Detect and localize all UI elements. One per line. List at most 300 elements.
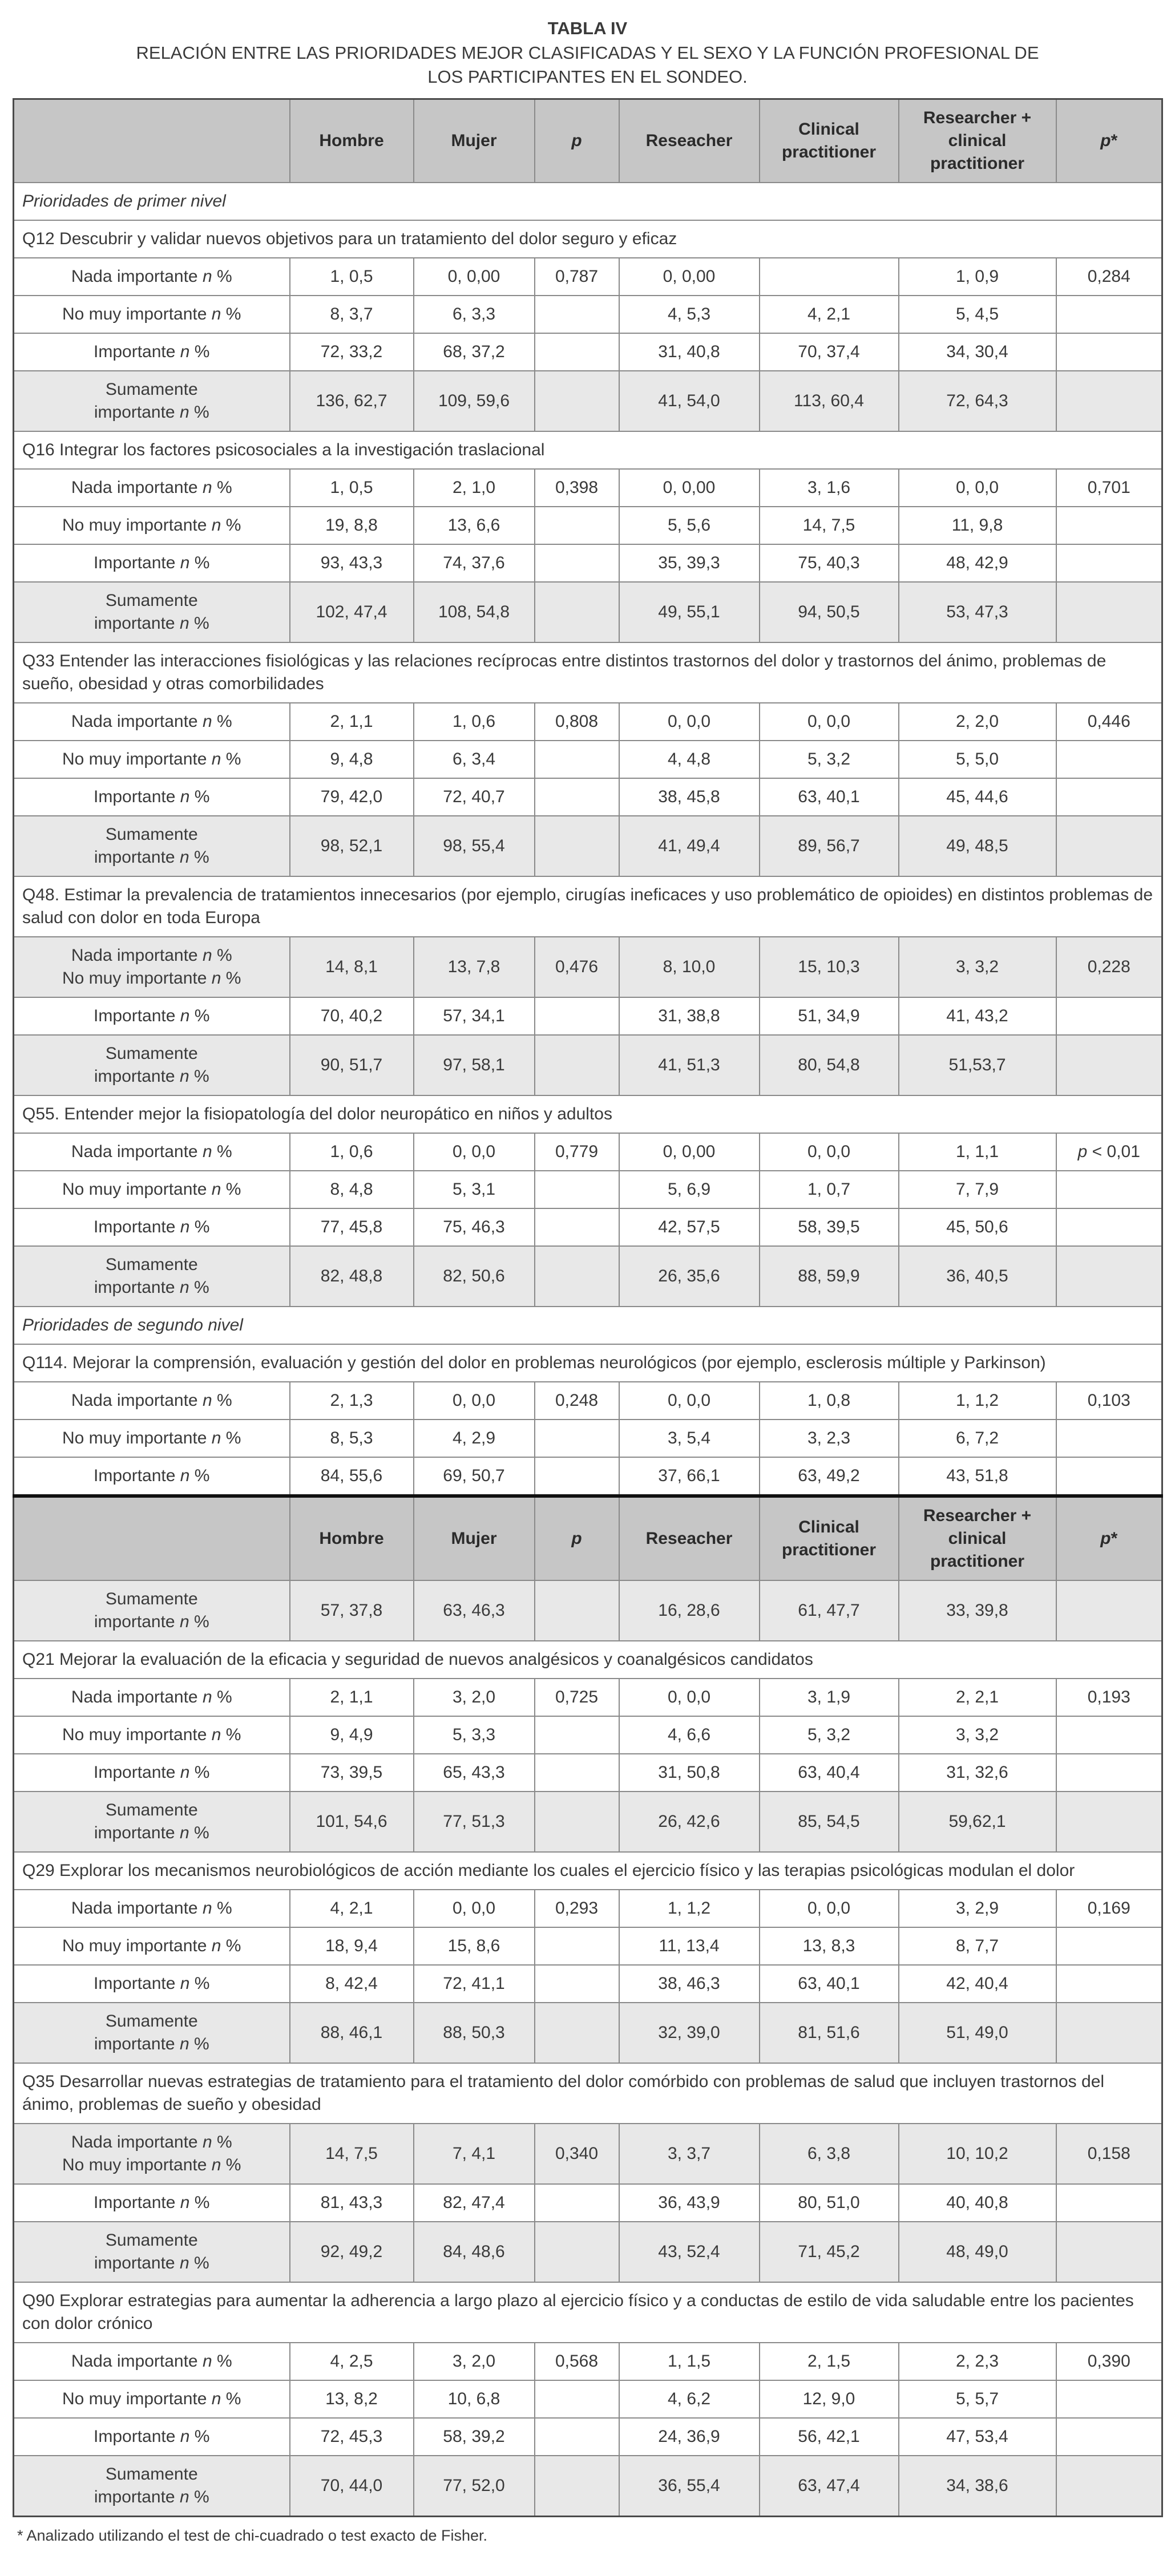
col-header-empty — [14, 99, 290, 183]
data-row — [14, 296, 1162, 333]
question-row — [14, 2063, 1162, 2124]
value-cell: 88, 50,3 — [414, 2003, 535, 2063]
value-cell: 0, 0,0 — [619, 1382, 760, 1420]
data-row — [14, 937, 1162, 997]
question-row — [14, 2282, 1162, 2343]
repeated-header-row — [14, 1496, 1162, 1580]
value-cell — [535, 1246, 619, 1307]
value-cell: 8, 5,3 — [290, 1420, 414, 1457]
value-cell: 26, 42,6 — [619, 1792, 760, 1852]
data-row — [14, 1580, 1162, 1641]
question-row — [14, 642, 1162, 703]
row-label: Sumamente importante n % — [14, 1792, 290, 1852]
value-cell — [1056, 1580, 1162, 1641]
question-row — [14, 1344, 1162, 1382]
value-cell: 24, 36,9 — [619, 2418, 760, 2456]
value-cell: 71, 45,2 — [760, 2222, 899, 2282]
value-cell: 98, 52,1 — [290, 816, 414, 876]
value-cell: 1, 1,5 — [619, 2343, 760, 2380]
value-cell — [535, 544, 619, 582]
row-label: Nada importante n % No muy importante n % — [14, 937, 290, 997]
value-cell: 3, 3,2 — [899, 1716, 1056, 1754]
row-label: Sumamente importante n % — [14, 2222, 290, 2282]
value-cell — [535, 2418, 619, 2456]
value-cell: 51, 49,0 — [899, 2003, 1056, 2063]
value-cell — [535, 2222, 619, 2282]
col-header-mujer: Mujer — [414, 1496, 535, 1580]
row-label: No muy importante n % — [14, 507, 290, 544]
value-cell: 2, 1,0 — [414, 469, 535, 507]
value-cell: 0,568 — [535, 2343, 619, 2380]
value-cell: 43, 52,4 — [619, 2222, 760, 2282]
value-cell: 85, 54,5 — [760, 1792, 899, 1852]
value-cell: 0, 0,00 — [619, 469, 760, 507]
row-label: Importante n % — [14, 544, 290, 582]
value-cell: 13, 7,8 — [414, 937, 535, 997]
row-label: No muy importante n % — [14, 1420, 290, 1457]
data-row — [14, 778, 1162, 816]
value-cell: 32, 39,0 — [619, 2003, 760, 2063]
value-cell: 82, 50,6 — [414, 1246, 535, 1307]
value-cell: 49, 55,1 — [619, 582, 760, 642]
value-cell: 8, 42,4 — [290, 1965, 414, 2003]
value-cell: 68, 37,2 — [414, 333, 535, 371]
col-header-reseacher: Reseacher — [619, 99, 760, 183]
row-label: Nada importante n % — [14, 1679, 290, 1716]
value-cell: 80, 54,8 — [760, 1035, 899, 1095]
value-cell — [535, 1035, 619, 1095]
value-cell: 77, 45,8 — [290, 1208, 414, 1246]
value-cell: 1, 0,5 — [290, 469, 414, 507]
row-label: Nada importante n % No muy importante n % — [14, 2124, 290, 2184]
value-cell: 70, 40,2 — [290, 997, 414, 1035]
value-cell: 41, 54,0 — [619, 371, 760, 431]
col-header-clinical-practitioner: Clinical practitioner — [760, 1496, 899, 1580]
data-row — [14, 2343, 1162, 2380]
value-cell: 37, 66,1 — [619, 1457, 760, 1496]
row-label: Importante n % — [14, 1965, 290, 2003]
value-cell — [1056, 1792, 1162, 1852]
data-row — [14, 1208, 1162, 1246]
data-row — [14, 1965, 1162, 2003]
value-cell — [535, 997, 619, 1035]
value-cell: 0,446 — [1056, 703, 1162, 741]
value-cell: 0,808 — [535, 703, 619, 741]
value-cell — [535, 1580, 619, 1641]
value-cell: 2, 1,1 — [290, 703, 414, 741]
value-cell: 8, 7,7 — [899, 1927, 1056, 1965]
value-cell: 35, 39,3 — [619, 544, 760, 582]
value-cell — [1056, 2222, 1162, 2282]
value-cell: 74, 37,6 — [414, 544, 535, 582]
row-label: Importante n % — [14, 333, 290, 371]
value-cell: 0, 0,0 — [414, 1382, 535, 1420]
value-cell: 1, 1,1 — [899, 1133, 1056, 1171]
row-label: Importante n % — [14, 2184, 290, 2222]
row-label: Importante n % — [14, 1754, 290, 1792]
value-cell: 81, 51,6 — [760, 2003, 899, 2063]
row-label: Nada importante n % — [14, 1890, 290, 1927]
value-cell: 3, 3,7 — [619, 2124, 760, 2184]
value-cell: 63, 46,3 — [414, 1580, 535, 1641]
value-cell: 3, 3,2 — [899, 937, 1056, 997]
value-cell: 10, 6,8 — [414, 2380, 535, 2418]
value-cell: 72, 64,3 — [899, 371, 1056, 431]
value-cell: 0, 0,0 — [899, 469, 1056, 507]
data-row — [14, 2380, 1162, 2418]
value-cell: 15, 8,6 — [414, 1927, 535, 1965]
value-cell: 61, 47,7 — [760, 1580, 899, 1641]
value-cell: 6, 3,3 — [414, 296, 535, 333]
value-cell — [535, 1420, 619, 1457]
value-cell: 4, 2,5 — [290, 2343, 414, 2380]
row-label: No muy importante n % — [14, 1927, 290, 1965]
value-cell: 53, 47,3 — [899, 582, 1056, 642]
data-row — [14, 582, 1162, 642]
value-cell: 84, 55,6 — [290, 1457, 414, 1496]
value-cell: 7, 4,1 — [414, 2124, 535, 2184]
value-cell: 5, 4,5 — [899, 296, 1056, 333]
value-cell — [535, 1208, 619, 1246]
value-cell: 13, 8,2 — [290, 2380, 414, 2418]
value-cell: 9, 4,9 — [290, 1716, 414, 1754]
value-cell: 9, 4,8 — [290, 741, 414, 778]
value-cell: 5, 5,0 — [899, 741, 1056, 778]
value-cell: 84, 48,6 — [414, 2222, 535, 2282]
data-row — [14, 1420, 1162, 1457]
value-cell: 0, 0,0 — [760, 1890, 899, 1927]
value-cell — [1056, 1754, 1162, 1792]
value-cell: 77, 51,3 — [414, 1792, 535, 1852]
value-cell: 47, 53,4 — [899, 2418, 1056, 2456]
value-cell: 0, 0,00 — [619, 1133, 760, 1171]
value-cell — [1056, 816, 1162, 876]
value-cell: 5, 5,7 — [899, 2380, 1056, 2418]
value-cell: 4, 2,9 — [414, 1420, 535, 1457]
data-row — [14, 2456, 1162, 2517]
data-row — [14, 816, 1162, 876]
value-cell: 26, 35,6 — [619, 1246, 760, 1307]
question-text: Q35 Desarrollar nuevas estrategias de tratamiento para el tratamiento del dolor comórbido con problemas de salud que incluyen trastornos del ánimo, problemas de sueño y obesidad — [14, 2063, 1162, 2124]
value-cell: 75, 40,3 — [760, 544, 899, 582]
value-cell: 38, 45,8 — [619, 778, 760, 816]
question-row — [14, 220, 1162, 258]
question-text: Q114. Mejorar la comprensión, evaluación y gestión del dolor en problemas neurológicos (por ejemplo, esclerosis múltiple y Parkinson) — [14, 1344, 1162, 1382]
value-cell: 5, 5,6 — [619, 507, 760, 544]
value-cell: 0, 0,00 — [619, 258, 760, 296]
row-label: Sumamente importante n % — [14, 1580, 290, 1641]
value-cell — [1056, 1246, 1162, 1307]
value-cell: 0, 0,0 — [619, 703, 760, 741]
value-cell: 93, 43,3 — [290, 544, 414, 582]
question-row — [14, 431, 1162, 469]
value-cell: 19, 8,8 — [290, 507, 414, 544]
value-cell: 1, 0,7 — [760, 1171, 899, 1208]
value-cell — [1056, 582, 1162, 642]
value-cell: 7, 7,9 — [899, 1171, 1056, 1208]
question-text: Q33 Entender las interacciones fisiológicas y las relaciones recíprocas entre distintos trastornos del dolor y trastornos del ánimo, problemas de sueño, obesidad y otras comorbilidades — [14, 642, 1162, 703]
value-cell: 72, 45,3 — [290, 2418, 414, 2456]
value-cell — [535, 371, 619, 431]
value-cell: 34, 38,6 — [899, 2456, 1056, 2517]
value-cell: 72, 40,7 — [414, 778, 535, 816]
value-cell: 77, 52,0 — [414, 2456, 535, 2517]
question-row — [14, 1641, 1162, 1679]
value-cell: 36, 40,5 — [899, 1246, 1056, 1307]
data-row — [14, 371, 1162, 431]
value-cell: 80, 51,0 — [760, 2184, 899, 2222]
data-row — [14, 1246, 1162, 1307]
value-cell: 81, 43,3 — [290, 2184, 414, 2222]
section-title: Prioridades de segundo nivel — [14, 1307, 1162, 1344]
value-cell — [1056, 1208, 1162, 1246]
value-cell: 69, 50,7 — [414, 1457, 535, 1496]
value-cell: 58, 39,2 — [414, 2418, 535, 2456]
col-header-hombre: Hombre — [290, 1496, 414, 1580]
question-row — [14, 1852, 1162, 1890]
value-cell — [535, 778, 619, 816]
data-row — [14, 1457, 1162, 1496]
value-cell: 2, 2,3 — [899, 2343, 1056, 2380]
data-row — [14, 1927, 1162, 1965]
value-cell: 109, 59,6 — [414, 371, 535, 431]
value-cell: 63, 47,4 — [760, 2456, 899, 2517]
value-cell: 5, 6,9 — [619, 1171, 760, 1208]
value-cell — [535, 1171, 619, 1208]
value-cell: p < 0,01 — [1056, 1133, 1162, 1171]
data-row — [14, 2003, 1162, 2063]
value-cell — [535, 1792, 619, 1852]
row-label: Nada importante n % — [14, 469, 290, 507]
value-cell: 1, 1,2 — [619, 1890, 760, 1927]
value-cell: 31, 38,8 — [619, 997, 760, 1035]
value-cell: 42, 57,5 — [619, 1208, 760, 1246]
value-cell: 0,340 — [535, 2124, 619, 2184]
value-cell: 0,284 — [1056, 258, 1162, 296]
value-cell: 36, 55,4 — [619, 2456, 760, 2517]
value-cell: 41, 43,2 — [899, 997, 1056, 1035]
col-header-p: p — [535, 1496, 619, 1580]
value-cell: 5, 3,1 — [414, 1171, 535, 1208]
table-caption — [13, 16, 1162, 89]
value-cell — [1056, 1035, 1162, 1095]
value-cell: 108, 54,8 — [414, 582, 535, 642]
data-row — [14, 1890, 1162, 1927]
value-cell — [535, 2456, 619, 2517]
value-cell — [1056, 2003, 1162, 2063]
data-row — [14, 2222, 1162, 2282]
value-cell: 13, 8,3 — [760, 1927, 899, 1965]
value-cell: 5, 3,2 — [760, 1716, 899, 1754]
value-cell — [760, 258, 899, 296]
row-label: Sumamente importante n % — [14, 816, 290, 876]
value-cell: 1, 0,8 — [760, 1382, 899, 1420]
data-row — [14, 1035, 1162, 1095]
value-cell: 48, 49,0 — [899, 2222, 1056, 2282]
value-cell — [1056, 997, 1162, 1035]
data-row — [14, 2124, 1162, 2184]
value-cell: 0,228 — [1056, 937, 1162, 997]
data-row — [14, 507, 1162, 544]
value-cell: 0, 0,0 — [760, 1133, 899, 1171]
value-cell: 82, 48,8 — [290, 1246, 414, 1307]
value-cell: 88, 59,9 — [760, 1246, 899, 1307]
value-cell: 42, 40,4 — [899, 1965, 1056, 2003]
row-label: Sumamente importante n % — [14, 371, 290, 431]
question-text: Q55. Entender mejor la fisiopatología del dolor neuropático en niños y adultos — [14, 1095, 1162, 1133]
question-text: Q12 Descubrir y validar nuevos objetivos para un tratamiento del dolor seguro y eficaz — [14, 220, 1162, 258]
value-cell — [1056, 1927, 1162, 1965]
value-cell: 4, 6,6 — [619, 1716, 760, 1754]
value-cell — [1056, 778, 1162, 816]
value-cell: 31, 50,8 — [619, 1754, 760, 1792]
table-title: RELACIÓN ENTRE LAS PRIORIDADES MEJOR CLASIFICADAS Y EL SEXO Y LA FUNCIÓN PROFESIONAL DE LOS PARTICIPANTES EN EL SONDEO. — [136, 43, 1039, 87]
value-cell — [535, 741, 619, 778]
col-header-reseacher: Reseacher — [619, 1496, 760, 1580]
value-cell: 113, 60,4 — [760, 371, 899, 431]
row-label: Sumamente importante n % — [14, 2456, 290, 2517]
value-cell: 48, 42,9 — [899, 544, 1056, 582]
value-cell: 73, 39,5 — [290, 1754, 414, 1792]
value-cell — [535, 1716, 619, 1754]
value-cell: 49, 48,5 — [899, 816, 1056, 876]
data-row — [14, 1792, 1162, 1852]
value-cell: 0,390 — [1056, 2343, 1162, 2380]
data-row — [14, 997, 1162, 1035]
value-cell: 72, 33,2 — [290, 333, 414, 371]
value-cell — [535, 582, 619, 642]
value-cell — [1056, 2418, 1162, 2456]
data-row — [14, 2418, 1162, 2456]
section-row — [14, 183, 1162, 220]
value-cell: 56, 42,1 — [760, 2418, 899, 2456]
col-header-clinical-practitioner: Clinical practitioner — [760, 99, 899, 183]
row-label: Importante n % — [14, 778, 290, 816]
row-label: Nada importante n % — [14, 1382, 290, 1420]
value-cell: 4, 2,1 — [760, 296, 899, 333]
value-cell: 51, 34,9 — [760, 997, 899, 1035]
col-header-hombre: Hombre — [290, 99, 414, 183]
value-cell: 57, 37,8 — [290, 1580, 414, 1641]
value-cell: 2, 1,3 — [290, 1382, 414, 1420]
row-label: Sumamente importante n % — [14, 1035, 290, 1095]
value-cell: 1, 1,2 — [899, 1382, 1056, 1420]
value-cell: 70, 37,4 — [760, 333, 899, 371]
value-cell: 0, 0,0 — [414, 1133, 535, 1171]
value-cell: 2, 2,0 — [899, 703, 1056, 741]
value-cell — [535, 1457, 619, 1496]
value-cell: 8, 4,8 — [290, 1171, 414, 1208]
value-cell: 16, 28,6 — [619, 1580, 760, 1641]
value-cell — [535, 1754, 619, 1792]
value-cell: 5, 3,2 — [760, 741, 899, 778]
value-cell: 15, 10,3 — [760, 937, 899, 997]
value-cell: 0,787 — [535, 258, 619, 296]
value-cell — [535, 2003, 619, 2063]
col-header-empty — [14, 1496, 290, 1580]
row-label: Importante n % — [14, 1457, 290, 1496]
value-cell: 0,293 — [535, 1890, 619, 1927]
value-cell: 5, 3,3 — [414, 1716, 535, 1754]
value-cell: 57, 34,1 — [414, 997, 535, 1035]
value-cell: 1, 0,6 — [414, 703, 535, 741]
col-header-researcher-clinical-practitioner: Researcher + clinical practitioner — [899, 99, 1056, 183]
value-cell: 3, 2,0 — [414, 1679, 535, 1716]
value-cell: 89, 56,7 — [760, 816, 899, 876]
value-cell: 97, 58,1 — [414, 1035, 535, 1095]
value-cell: 2, 2,1 — [899, 1679, 1056, 1716]
value-cell: 13, 6,6 — [414, 507, 535, 544]
value-cell — [1056, 371, 1162, 431]
data-row — [14, 1716, 1162, 1754]
question-row — [14, 876, 1162, 937]
data-row — [14, 469, 1162, 507]
value-cell: 6, 3,4 — [414, 741, 535, 778]
value-cell: 102, 47,4 — [290, 582, 414, 642]
data-row — [14, 1133, 1162, 1171]
data-row — [14, 544, 1162, 582]
value-cell: 12, 9,0 — [760, 2380, 899, 2418]
section-title: Prioridades de primer nivel — [14, 183, 1162, 220]
value-cell: 0, 0,0 — [760, 703, 899, 741]
value-cell: 63, 40,1 — [760, 778, 899, 816]
value-cell: 6, 3,8 — [760, 2124, 899, 2184]
col-header-p: p — [535, 99, 619, 183]
col-header-p: p* — [1056, 1496, 1162, 1580]
data-row — [14, 703, 1162, 741]
value-cell: 88, 46,1 — [290, 2003, 414, 2063]
value-cell: 40, 40,8 — [899, 2184, 1056, 2222]
value-cell: 51,53,7 — [899, 1035, 1056, 1095]
value-cell: 31, 32,6 — [899, 1754, 1056, 1792]
value-cell: 1, 0,6 — [290, 1133, 414, 1171]
value-cell: 0,158 — [1056, 2124, 1162, 2184]
value-cell: 92, 49,2 — [290, 2222, 414, 2282]
value-cell — [535, 2184, 619, 2222]
value-cell: 79, 42,0 — [290, 778, 414, 816]
value-cell: 41, 51,3 — [619, 1035, 760, 1095]
value-cell: 6, 7,2 — [899, 1420, 1056, 1457]
row-label: No muy importante n % — [14, 2380, 290, 2418]
value-cell: 4, 4,8 — [619, 741, 760, 778]
value-cell: 94, 50,5 — [760, 582, 899, 642]
value-cell: 63, 49,2 — [760, 1457, 899, 1496]
row-label: Sumamente importante n % — [14, 2003, 290, 2063]
value-cell: 3, 1,9 — [760, 1679, 899, 1716]
data-row — [14, 258, 1162, 296]
data-row — [14, 741, 1162, 778]
col-header-p: p* — [1056, 99, 1162, 183]
value-cell — [1056, 296, 1162, 333]
value-cell: 10, 10,2 — [899, 2124, 1056, 2184]
value-cell: 65, 43,3 — [414, 1754, 535, 1792]
value-cell — [1056, 333, 1162, 371]
row-label: Nada importante n % — [14, 258, 290, 296]
value-cell: 2, 1,5 — [760, 2343, 899, 2380]
value-cell — [1056, 741, 1162, 778]
row-label: Importante n % — [14, 2418, 290, 2456]
value-cell: 31, 40,8 — [619, 333, 760, 371]
value-cell: 0, 0,0 — [414, 1890, 535, 1927]
question-text: Q16 Integrar los factores psicosociales a la investigación traslacional — [14, 431, 1162, 469]
value-cell: 14, 7,5 — [290, 2124, 414, 2184]
value-cell — [1056, 2380, 1162, 2418]
header-row — [14, 99, 1162, 183]
value-cell: 0,701 — [1056, 469, 1162, 507]
value-cell: 33, 39,8 — [899, 1580, 1056, 1641]
value-cell: 14, 7,5 — [760, 507, 899, 544]
value-cell — [535, 1965, 619, 2003]
